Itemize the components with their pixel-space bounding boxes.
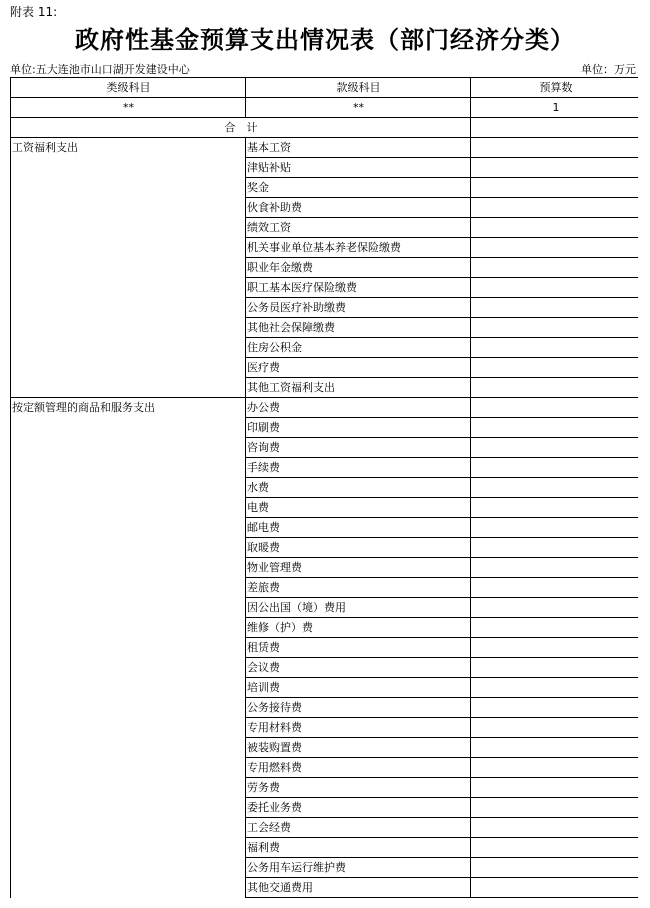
- category-cell: [11, 518, 246, 538]
- item-budget: [471, 178, 639, 198]
- table-row: [11, 158, 639, 178]
- table-row: [11, 298, 639, 318]
- item-name: 其他社会保障缴费: [246, 318, 471, 338]
- table-row: [11, 458, 639, 478]
- item-budget: [471, 778, 639, 798]
- table-row: [11, 258, 639, 278]
- item-name: 绩效工资: [246, 218, 471, 238]
- item-name: 基本工资: [246, 138, 471, 158]
- table-row: [11, 758, 639, 778]
- item-name: 劳务费: [246, 778, 471, 798]
- item-name: 被装购置费: [246, 738, 471, 758]
- table-row: [11, 838, 639, 858]
- category-cell: [11, 598, 246, 618]
- item-budget: [471, 278, 639, 298]
- item-budget: [471, 238, 639, 258]
- table-row: [11, 638, 639, 658]
- table-row: [11, 358, 639, 378]
- item-name: 物业管理费: [246, 558, 471, 578]
- item-name: 手续费: [246, 458, 471, 478]
- table-row: [11, 198, 639, 218]
- category-cell: [11, 218, 246, 238]
- category-cell: [11, 638, 246, 658]
- code-row: [11, 98, 639, 118]
- total-label: 合 计: [11, 118, 471, 138]
- item-name: 培训费: [246, 678, 471, 698]
- category-cell: [11, 698, 246, 718]
- category-name: 按定额管理的商品和服务支出: [11, 398, 246, 418]
- category-cell: [11, 298, 246, 318]
- item-name: 公务用车运行维护费: [246, 858, 471, 878]
- item-name: 取暖费: [246, 538, 471, 558]
- item-name: 福利费: [246, 838, 471, 858]
- item-budget: [471, 378, 639, 398]
- category-cell: [11, 438, 246, 458]
- category-cell: [11, 238, 246, 258]
- category-cell: [11, 318, 246, 338]
- category-cell: [11, 498, 246, 518]
- item-name: 奖金: [246, 178, 471, 198]
- item-name: 其他工资福利支出: [246, 378, 471, 398]
- category-cell: [11, 278, 246, 298]
- item-budget: [471, 858, 639, 878]
- total-row: [11, 118, 639, 138]
- category-name: 工资福利支出: [11, 138, 246, 158]
- item-budget: [471, 878, 639, 898]
- category-cell: [11, 618, 246, 638]
- item-name: 住房公积金: [246, 338, 471, 358]
- category-cell: [11, 558, 246, 578]
- table-row: [11, 418, 639, 438]
- table-row: [11, 138, 639, 158]
- item-budget: [471, 558, 639, 578]
- item-budget: [471, 798, 639, 818]
- category-cell: [11, 878, 246, 898]
- category-cell: [11, 458, 246, 478]
- item-budget: [471, 418, 639, 438]
- table-row: [11, 498, 639, 518]
- table-row: [11, 478, 639, 498]
- table-row: [11, 798, 639, 818]
- table-row: [11, 278, 639, 298]
- table-row: [11, 778, 639, 798]
- item-budget: [471, 438, 639, 458]
- item-name: 专用材料费: [246, 718, 471, 738]
- category-cell: [11, 538, 246, 558]
- page-title: 政府性基金预算支出情况表（部门经济分类）: [75, 26, 575, 54]
- category-cell: [11, 478, 246, 498]
- item-name: 印刷费: [246, 418, 471, 438]
- item-budget: [471, 358, 639, 378]
- item-budget: [471, 598, 639, 618]
- item-name: 公务员医疗补助缴费: [246, 298, 471, 318]
- item-name: 邮电费: [246, 518, 471, 538]
- category-cell: [11, 338, 246, 358]
- header-row: [11, 78, 639, 98]
- table-row: [11, 618, 639, 638]
- table-row: [11, 578, 639, 598]
- attachment-label: 附表 11:: [10, 5, 58, 19]
- item-budget: [471, 738, 639, 758]
- item-budget: [471, 718, 639, 738]
- category-cell: [11, 578, 246, 598]
- item-budget: [471, 818, 639, 838]
- item-budget: [471, 678, 639, 698]
- category-cell: [11, 778, 246, 798]
- unit-currency: 单位：万元: [581, 63, 636, 76]
- table-row: [11, 678, 639, 698]
- total-value: [471, 118, 639, 138]
- item-name: 其他交通费用: [246, 878, 471, 898]
- item-budget: [471, 138, 639, 158]
- item-budget: [471, 518, 639, 538]
- item-name: 专用燃料费: [246, 758, 471, 778]
- table-row: [11, 558, 639, 578]
- table-row: [11, 818, 639, 838]
- code-budget: 1: [471, 98, 639, 118]
- category-cell: [11, 358, 246, 378]
- category-cell: [11, 818, 246, 838]
- item-budget: [471, 578, 639, 598]
- table-row: [11, 738, 639, 758]
- budget-table: [10, 77, 638, 898]
- item-name: 电费: [246, 498, 471, 518]
- table-row: [11, 318, 639, 338]
- table-row: [11, 658, 639, 678]
- item-budget: [471, 498, 639, 518]
- item-budget: [471, 218, 639, 238]
- budget-table-wrapper: [10, 77, 638, 908]
- table-row: [11, 238, 639, 258]
- item-name: 津贴补贴: [246, 158, 471, 178]
- item-budget: [471, 258, 639, 278]
- item-budget: [471, 638, 639, 658]
- item-budget: [471, 478, 639, 498]
- item-name: 咨询费: [246, 438, 471, 458]
- category-cell: [11, 738, 246, 758]
- item-name: 伙食补助费: [246, 198, 471, 218]
- item-budget: [471, 658, 639, 678]
- category-cell: [11, 418, 246, 438]
- table-row: [11, 438, 639, 458]
- item-budget: [471, 158, 639, 178]
- table-row: [11, 218, 639, 238]
- item-name: 工会经费: [246, 818, 471, 838]
- table-row: [11, 698, 639, 718]
- category-cell: [11, 718, 246, 738]
- item-budget: [471, 538, 639, 558]
- item-name: 委托业务费: [246, 798, 471, 818]
- item-name: 因公出国（境）费用: [246, 598, 471, 618]
- item-name: 医疗费: [246, 358, 471, 378]
- item-budget: [471, 838, 639, 858]
- category-cell: [11, 678, 246, 698]
- category-cell: [11, 198, 246, 218]
- item-budget: [471, 398, 639, 418]
- col-header-budget: 预算数: [471, 78, 639, 98]
- category-cell: [11, 378, 246, 398]
- item-name: 差旅费: [246, 578, 471, 598]
- category-cell: [11, 858, 246, 878]
- category-cell: [11, 178, 246, 198]
- item-name: 会议费: [246, 658, 471, 678]
- item-budget: [471, 198, 639, 218]
- code-category: **: [11, 98, 246, 118]
- table-row: [11, 598, 639, 618]
- table-row: [11, 718, 639, 738]
- item-name: 公务接待费: [246, 698, 471, 718]
- code-item: **: [246, 98, 471, 118]
- item-name: 租赁费: [246, 638, 471, 658]
- category-cell: [11, 798, 246, 818]
- item-budget: [471, 318, 639, 338]
- category-cell: [11, 258, 246, 278]
- table-row: [11, 338, 639, 358]
- item-budget: [471, 758, 639, 778]
- col-header-item: 款级科目: [246, 78, 471, 98]
- col-header-category: 类级科目: [11, 78, 246, 98]
- item-budget: [471, 698, 639, 718]
- table-row: [11, 518, 639, 538]
- category-cell: [11, 758, 246, 778]
- category-cell: [11, 838, 246, 858]
- item-budget: [471, 618, 639, 638]
- item-name: 维修（护）费: [246, 618, 471, 638]
- item-name: 职业年金缴费: [246, 258, 471, 278]
- table-row: [11, 398, 639, 418]
- item-budget: [471, 298, 639, 318]
- unit-organization: 单位:五大连池市山口湖开发建设中心: [10, 63, 190, 76]
- item-budget: [471, 458, 639, 478]
- table-row: [11, 378, 639, 398]
- item-name: 机关事业单位基本养老保险缴费: [246, 238, 471, 258]
- table-row: [11, 178, 639, 198]
- table-row: [11, 858, 639, 878]
- item-budget: [471, 338, 639, 358]
- item-name: 职工基本医疗保险缴费: [246, 278, 471, 298]
- table-row: [11, 878, 639, 898]
- item-name: 办公费: [246, 398, 471, 418]
- category-cell: [11, 158, 246, 178]
- category-cell: [11, 658, 246, 678]
- item-name: 水费: [246, 478, 471, 498]
- table-row: [11, 538, 639, 558]
